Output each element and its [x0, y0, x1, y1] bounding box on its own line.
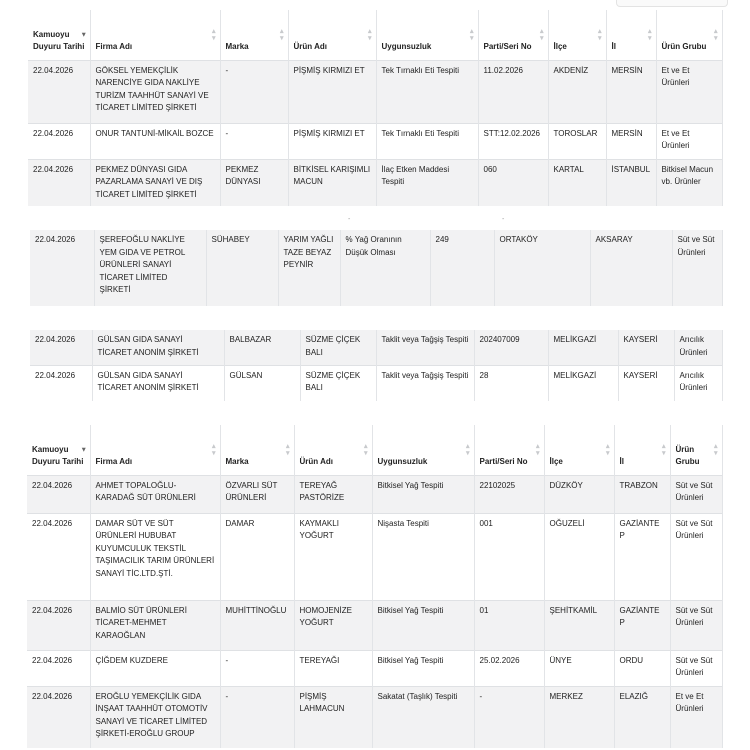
cell-date: 22.04.2026 [27, 475, 90, 513]
cell-product: PİŞMİŞ KIRMIZI ET [288, 60, 376, 123]
sort-icon[interactable]: ▴ ▾ [363, 442, 368, 457]
cell-date: 22.04.2026 [27, 600, 90, 650]
cell-group: Süt ve Süt Ürünleri [672, 230, 722, 306]
header-brand[interactable]: Marka ▴ ▾ [220, 425, 294, 475]
cell-province: KAYSERİ [618, 365, 674, 401]
sort-icon[interactable]: ▴ ▾ [661, 442, 666, 457]
cell-issue: % Yağ Oranının Düşük Olması [340, 230, 430, 306]
cell-lot: 01 [474, 600, 544, 650]
header-firm[interactable]: Firma Adı ▴ ▾ [90, 10, 220, 60]
cell-firm: GÜLSAN GIDA SANAYİ TİCARET ANONİM ŞİRKETİ [92, 330, 224, 365]
cell-firm: GÜLSAN GIDA SANAYİ TİCARET ANONİM ŞİRKETİ [92, 365, 224, 401]
cell-group: Et ve Et Ürünleri [656, 123, 722, 159]
cell-issue: Taklit veya Tağşiş Tespiti [376, 365, 474, 401]
recall-table-4 [27, 425, 722, 748]
cell-product: BİTKİSEL KARIŞIMLI MACUN [288, 159, 376, 206]
cell-brand: - [220, 60, 288, 123]
header-lot[interactable]: Parti/Seri No ▴ ▾ [478, 10, 548, 60]
sort-desc-icon[interactable]: ▾ [81, 446, 86, 454]
table-row [28, 123, 722, 159]
cell-brand: - [220, 123, 288, 159]
cell-date: 22.04.2026 [28, 123, 90, 159]
cell-product: TEREYAĞ PASTÖRİZE [294, 475, 372, 513]
cell-district: KARTAL [548, 159, 606, 206]
cell-province: AKSARAY [590, 230, 672, 306]
cell-brand: - [220, 686, 294, 748]
header-date[interactable]: Kamuoyu Duyuru Tarihi ▾ [27, 425, 90, 475]
sort-icon[interactable]: ▴ ▾ [469, 27, 474, 42]
cell-firm: EROĞLU YEMEKÇİLİK GIDA İNŞAAT TAAHHÜT OTOMOTİV SANAYİ VE TİCARET LİMİTED ŞİRKETİ-EROĞLU GROUP [90, 686, 220, 748]
cell-group: Arıcılık Ürünleri [674, 365, 722, 401]
cell-date: 22.04.2026 [27, 650, 90, 686]
cell-district: ŞEHİTKAMİL [544, 600, 614, 650]
table-row [30, 330, 722, 365]
cell-date: 22.04.2026 [30, 230, 94, 306]
header-lot[interactable]: Parti/Seri No ▴ ▾ [474, 425, 544, 475]
cell-firm: PEKMEZ DÜNYASI GIDA PAZARLAMA SANAYİ VE DIŞ TİCARET LİMİTED ŞİRKETİ [90, 159, 220, 206]
sort-icon[interactable]: ▴ ▾ [465, 442, 470, 457]
cell-issue: Bitkisel Yağ Tespiti [372, 600, 474, 650]
header-province[interactable]: İl ▴ ▾ [614, 425, 670, 475]
cell-province: MERSİN [606, 123, 656, 159]
cell-district: MELİKGAZİ [548, 365, 618, 401]
cell-lot: 22102025 [474, 475, 544, 513]
cell-brand: MUHİTTİNOĞLU [220, 600, 294, 650]
cell-firm: ŞEREFOĞLU NAKLİYE YEM GIDA VE PETROL ÜRÜNLERİ SANAYİ TİCARET LİMİTED ŞİRKETİ [94, 230, 206, 306]
header-product[interactable]: Ürün Adı ▴ ▾ [294, 425, 372, 475]
sort-icon[interactable]: ▴ ▾ [211, 27, 216, 42]
cell-date: 22.04.2026 [30, 330, 92, 365]
partial-text-fragment: - - [348, 216, 505, 223]
table-row [30, 230, 722, 306]
top-control-edge[interactable] [616, 0, 728, 7]
sort-icon[interactable]: ▴ ▾ [597, 27, 602, 42]
cell-district: AKDENİZ [548, 60, 606, 123]
table-row [27, 600, 722, 650]
cell-issue: Tek Tırnaklı Eti Tespiti [376, 60, 478, 123]
header-brand[interactable]: Marka ▴ ▾ [220, 10, 288, 60]
cell-district: ORTAKÖY [494, 230, 590, 306]
sort-icon[interactable]: ▴ ▾ [279, 27, 284, 42]
cell-province: GAZİANTEP [614, 513, 670, 600]
header-firm[interactable]: Firma Adı ▴ ▾ [90, 425, 220, 475]
cell-issue: Taklit veya Tağşiş Tespiti [376, 330, 474, 365]
sort-icon[interactable]: ▴ ▾ [285, 442, 290, 457]
cell-firm: AHMET TOPALOĞLU-KARADAĞ SÜT ÜRÜNLERİ [90, 475, 220, 513]
cell-product: TEREYAĞI [294, 650, 372, 686]
cell-date: 22.04.2026 [28, 159, 90, 206]
recall-table-3 [30, 330, 722, 401]
cell-group: Süt ve Süt Ürünleri [670, 650, 722, 686]
cell-group: Süt ve Süt Ürünleri [670, 600, 722, 650]
cell-product: SÜZME ÇİÇEK BALI [300, 365, 376, 401]
cell-brand: BALBAZAR [224, 330, 300, 365]
cell-firm: ONUR TANTUNİ-MİKAİL BOZCE [90, 123, 220, 159]
table-row [30, 365, 722, 401]
header-province[interactable]: İl ▴ ▾ [606, 10, 656, 60]
cell-lot: 001 [474, 513, 544, 600]
sort-icon[interactable]: ▴ ▾ [539, 27, 544, 42]
cell-lot: - [474, 686, 544, 748]
table-row [27, 686, 722, 748]
cell-firm: BALMİO SÜT ÜRÜNLERİ TİCARET-MEHMET KARAOĞLAN [90, 600, 220, 650]
cell-group: Et ve Et Ürünleri [656, 60, 722, 123]
cell-brand: PEKMEZ DÜNYASI [220, 159, 288, 206]
cell-district: OĞUZELİ [544, 513, 614, 600]
sort-icon[interactable]: ▴ ▾ [605, 442, 610, 457]
sort-desc-icon[interactable]: ▾ [81, 31, 86, 39]
cell-firm: GÖKSEL YEMEKÇİLİK NARENCİYE GIDA NAKLİYE TURİZM TAAHHÜT SANAYİ VE TİCARET LİMİTED ŞİRKETİ [90, 60, 220, 123]
cell-product: HOMOJENİZE YOĞURT [294, 600, 372, 650]
table-header-row [28, 10, 722, 60]
cell-brand: ÖZVARLI SÜT ÜRÜNLERİ [220, 475, 294, 513]
cell-issue: Tek Tırnaklı Eti Tespiti [376, 123, 478, 159]
cell-province: KAYSERİ [618, 330, 674, 365]
cell-lot: 249 [430, 230, 494, 306]
cell-date: 22.04.2026 [28, 60, 90, 123]
cell-product: PİŞMİŞ KIRMIZI ET [288, 123, 376, 159]
sort-icon[interactable]: ▴ ▾ [367, 27, 372, 42]
header-date[interactable]: Kamuoyu Duyuru Tarihi ▾ [28, 10, 90, 60]
cell-product: KAYMAKLI YOĞURT [294, 513, 372, 600]
cell-issue: Nişasta Tespiti [372, 513, 474, 600]
recall-table-1 [28, 10, 722, 206]
sort-icon[interactable]: ▴ ▾ [211, 442, 216, 457]
cell-province: TRABZON [614, 475, 670, 513]
table-row [27, 513, 722, 600]
cell-brand: - [220, 650, 294, 686]
header-issue[interactable]: Uygunsuzluk ▴ ▾ [372, 425, 474, 475]
cell-province: ORDU [614, 650, 670, 686]
cell-district: DÜZKÖY [544, 475, 614, 513]
cell-firm: DAMAR SÜT VE SÜT ÜRÜNLERİ HUBUBAT KUYUMCULUK TEKSTİL TAŞIMACILIK TARIM ÜRÜNLERİ SANAYİ TİC.LTD.ŞTİ. [90, 513, 220, 600]
cell-product: YARIM YAĞLI TAZE BEYAZ PEYNİR [278, 230, 340, 306]
cell-lot: 11.02.2026 [478, 60, 548, 123]
table-row [28, 159, 722, 206]
cell-issue: İlaç Etken Maddesi Tespiti [376, 159, 478, 206]
cell-district: ÜNYE [544, 650, 614, 686]
cell-brand: SÜHABEY [206, 230, 278, 306]
cell-province: ELAZIĞ [614, 686, 670, 748]
cell-group: Süt ve Süt Ürünleri [670, 475, 722, 513]
cell-product: SÜZME ÇİÇEK BALI [300, 330, 376, 365]
cell-group: Bitkisel Macun vb. Ürünler [656, 159, 722, 206]
cell-province: GAZİANTEP [614, 600, 670, 650]
header-district[interactable]: İlçe ▴ ▾ [544, 425, 614, 475]
cell-issue: Bitkisel Yağ Tespiti [372, 475, 474, 513]
sort-icon[interactable]: ▴ ▾ [535, 442, 540, 457]
cell-date: 22.04.2026 [27, 513, 90, 600]
table-row [27, 475, 722, 513]
header-product[interactable]: Ürün Adı ▴ ▾ [288, 10, 376, 60]
cell-date: 22.04.2026 [30, 365, 92, 401]
cell-issue: Sakatat (Taşlık) Tespiti [372, 686, 474, 748]
sort-icon[interactable]: ▴ ▾ [713, 27, 718, 42]
table-row [28, 60, 722, 123]
cell-group: Süt ve Süt Ürünleri [670, 513, 722, 600]
cell-lot: STT:12.02.2026 [478, 123, 548, 159]
header-group[interactable]: Ürün Grubu ▴ ▾ [670, 425, 722, 475]
sort-icon[interactable]: ▴ ▾ [647, 27, 652, 42]
recall-table-2 [30, 230, 722, 306]
cell-district: MERKEZ [544, 686, 614, 748]
cell-lot: 202407009 [474, 330, 548, 365]
header-district[interactable]: İlçe ▴ ▾ [548, 10, 606, 60]
table-header-row [27, 425, 722, 475]
cell-brand: GÜLSAN [224, 365, 300, 401]
cell-province: MERSİN [606, 60, 656, 123]
cell-group: Et ve Et Ürünleri [670, 686, 722, 748]
header-group[interactable]: Ürün Grubu ▴ ▾ [656, 10, 722, 60]
cell-lot: 060 [478, 159, 548, 206]
cell-brand: DAMAR [220, 513, 294, 600]
cell-date: 22.04.2026 [27, 686, 90, 748]
cell-district: TOROSLAR [548, 123, 606, 159]
header-issue[interactable]: Uygunsuzluk ▴ ▾ [376, 10, 478, 60]
cell-product: PİŞMİŞ LAHMACUN [294, 686, 372, 748]
cell-firm: ÇİĞDEM KUZDERE [90, 650, 220, 686]
table-row [27, 650, 722, 686]
cell-district: MELİKGAZİ [548, 330, 618, 365]
cell-lot: 25.02.2026 [474, 650, 544, 686]
cell-group: Arıcılık Ürünleri [674, 330, 722, 365]
cell-province: İSTANBUL [606, 159, 656, 206]
cell-issue: Bitkisel Yağ Tespiti [372, 650, 474, 686]
cell-lot: 28 [474, 365, 548, 401]
sort-icon[interactable]: ▴ ▾ [713, 442, 718, 457]
